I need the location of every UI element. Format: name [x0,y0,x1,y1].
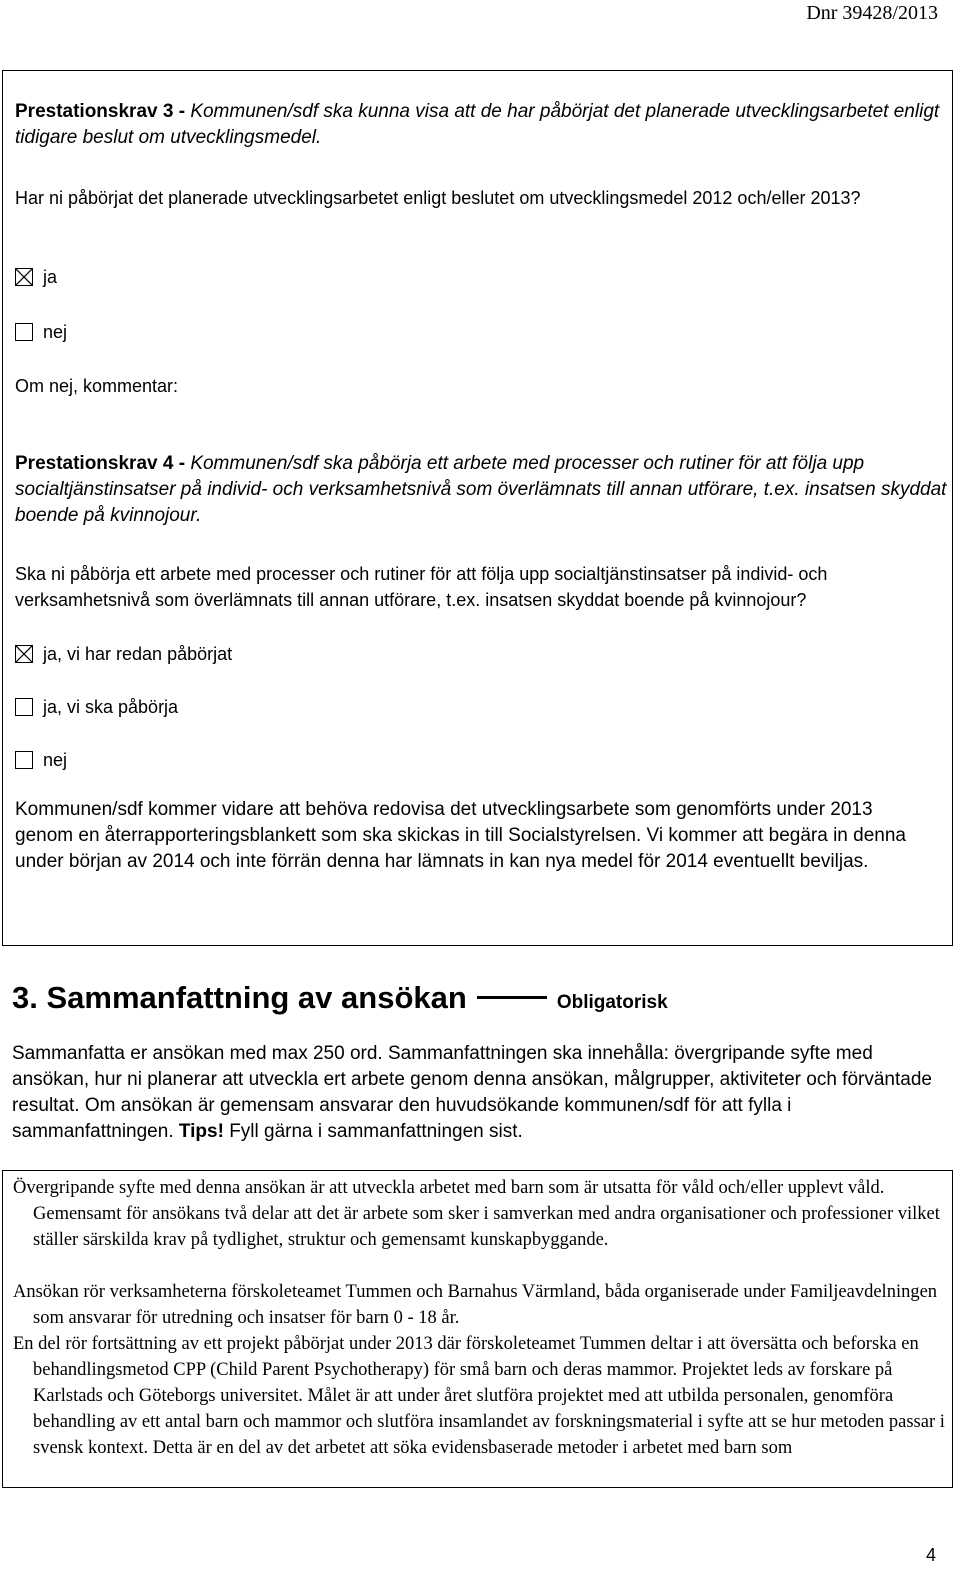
checkbox-checked-icon[interactable] [15,268,33,286]
prestationskrav-box [2,70,953,946]
option-label: nej [43,749,68,770]
tips-label: Tips! [178,1121,224,1142]
krav3-question: Har ni påbörjat det planerade utvecklingsarbetet enligt beslutet om utvecklingsmedel 2012 och/eller 2013? [15,188,861,208]
checkbox-checked-icon[interactable] [15,645,33,663]
instruction-text: Sammanfatta er ansökan med max 250 ord. Sammanfattningen ska innehålla: övergripande syfte med ansökan, hur ni planerar att utveckla ert arbete genom denna ansökan, målgrupper, aktiviteter och förväntade resultat. Om ansökan är gemensam ansvarar den huvudsökande kommunen/sdf för att fylla i sammanfattningen. [12,1043,932,1142]
checkbox-empty-icon[interactable] [15,323,33,341]
krav4-option-nej[interactable] [15,748,67,772]
option-label: ja [43,266,58,287]
krav3-label: Prestationskrav 3 - [15,101,191,122]
section-title: 3. Sammanfattning av ansökan [12,980,467,1015]
heading-dash [477,996,547,999]
krav4-option-redan-paborjat[interactable] [15,642,232,666]
krav3-option-ja[interactable] [15,265,57,289]
krav4-question: Ska ni påbörja ett arbete med processer och rutiner för att följa upp socialtjänstinsatser på individ- och verksamhetsnivå som överlämnats till annan utförare, t.ex. insatsen skyddat boende på kvinnojour? [15,564,828,610]
obligatorisk-tag: Obligatorisk [556,992,668,1013]
summary-paragraph: En del rör fortsättning av ett projekt påbörjat under 2013 där förskoleteamet Tummen deltar i att översätta och beforska en behandlingsmetod CPP (Child Parent Psychotherapy) för små barn och deras mammor. Projektet leds av forskare på Karlstads och Göteborgs universitet. Målet är att under året slutföra projektet med att utbilda personalen, genomföra behandling av ett antal barn och mammor och slutföra insamlandet av forskningsmaterial i syfte att se hur metoden passar i svensk kontext. Detta är en del av det arbetet att söka evidensbaserade metoder i arbetet med barn som [13,1334,945,1458]
krav4-note: Kommunen/sdf kommer vidare att behöva redovisa det utvecklingsarbete som genomförts under 2013 genom en återrapporteringsblankett som ska skickas in till Socialstyrelsen. Vi kommer att begära in denna under början av 2014 och inte förrän denna har lämnats in kan nya medel för 2014 eventuellt beviljas. [15,799,906,872]
page-number: 4 [925,1545,936,1565]
krav3-comment-label: Om nej, kommentar: [15,376,179,396]
krav3-heading [15,99,940,151]
option-label: ja, vi har redan påbörjat [43,643,233,664]
krav4-option-ska-paborja[interactable] [15,695,178,719]
option-label: ja, vi ska påbörja [43,696,179,717]
summary-text-box[interactable] [2,1170,953,1488]
summary-paragraph: Ansökan rör verksamheterna förskoleteamet Tummen och Barnahus Värmland, båda organiserade under Familjeavdelningen som ansvarar för utredning och insatser för barn 0 - 18 år. [13,1282,938,1328]
section-instruction [12,1041,947,1145]
section-heading [12,978,668,1023]
krav4-label: Prestationskrav 4 - [15,453,191,474]
document-number: Dnr 39428/2013 [806,2,938,24]
checkbox-empty-icon[interactable] [15,751,33,769]
krav3-text: Kommunen/sdf ska kunna visa att de har påbörjat det planerade utvecklingsarbetet enligt tidigare beslut om utvecklingsmedel. [15,101,940,148]
krav3-option-nej[interactable] [15,320,67,344]
checkbox-empty-icon[interactable] [15,698,33,716]
option-label: nej [43,321,68,342]
summary-paragraph: Övergripande syfte med denna ansökan är att utveckla arbetet med barn som är utsatta för våld och/eller upplevt våld. Gemensamt för ansökans två delar att det är arbete som sker i samverkan med andra organisationer och professioner vilket ställer särskilda krav på tydlighet, struktur och gemensamt kunskapbyggande. [13,1178,940,1250]
krav4-heading [15,451,950,529]
krav4-text: Kommunen/sdf ska påbörja ett arbete med processer och rutiner för att följa upp socialtjänstinsatser på individ- och verksamhetsnivå som överlämnats till annan utförare, t.ex. insatsen skyddat boende på kvinnojour. [15,453,947,526]
tips-text: Fyll gärna i sammanfattningen sist. [223,1121,523,1142]
